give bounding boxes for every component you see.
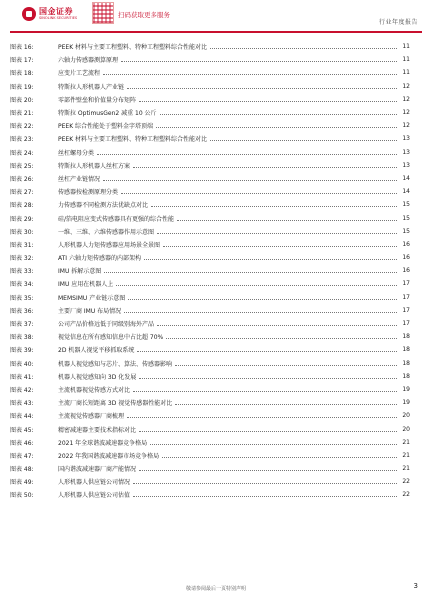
toc-entry-title: 2022 年我国谐波减速器市场竞争格局 [58,452,160,460]
toc-leader-dots [124,312,397,313]
toc-entry-page: 12 [402,109,410,117]
toc-entry-page: 18 [402,333,410,341]
qr-code-label: 扫码获取更多服务 [118,11,170,19]
toc-leader-dots [156,127,397,128]
toc-entry[interactable] [10,357,410,370]
toc-entry-page: 17 [402,320,410,328]
toc-entry-page: 11 [402,43,410,51]
toc-entry-label: 图表 37: [10,321,34,329]
toc-entry-page: 17 [402,280,410,288]
toc-entry[interactable] [10,409,410,422]
toc-leader-dots [139,470,397,471]
toc-entry-label: 图表 38: [10,334,34,342]
toc-entry-title: 零部件壁垒和价值量分布矩阵 [58,96,137,104]
toc-entry[interactable] [10,185,410,198]
toc-leader-dots [151,206,397,207]
toc-entry[interactable] [10,436,410,449]
toc-leader-dots [103,180,397,181]
toc-leader-dots [144,259,397,260]
toc-entry-label: 图表 35: [10,294,34,302]
toc-entry-label: 图表 39: [10,347,34,355]
toc-entry[interactable] [10,53,410,66]
toc-entry-label: 图表 17: [10,57,34,65]
toc-entry-page: 17 [402,293,410,301]
toc-leader-dots [166,338,397,339]
toc-entry-page: 14 [402,188,410,196]
toc-entry-label: 图表 27: [10,189,34,197]
toc-entry-title: IMU 应用在机器人上 [58,281,114,289]
toc-entry-label: 图表 30: [10,228,34,236]
toc-entry-page: 22 [402,491,410,499]
toc-entry-label: 图表 24: [10,149,34,157]
toc-entry-page: 21 [402,438,410,446]
toc-entry[interactable] [10,449,410,462]
toc-leader-dots [139,101,397,102]
toc-entry[interactable] [10,488,410,501]
toc-leader-dots [150,444,397,445]
toc-leader-dots [210,140,397,141]
toc-entry[interactable] [10,198,410,211]
toc-leader-dots [103,74,397,75]
header-divider [10,31,422,33]
toc-entry-title: 2021 年全球谐波减速器竞争格局 [58,439,148,447]
toc-entry-title: 应变片工艺流程 [58,70,101,78]
toc-leader-dots [133,167,397,168]
toc-entry[interactable] [10,159,410,172]
toc-leader-dots [139,431,397,432]
toc-entry-label: 图表 43: [10,400,34,408]
toc-entry-label: 图表 46: [10,439,34,447]
toc-entry[interactable] [10,172,410,185]
toc-leader-dots [133,391,397,392]
toc-entry-page: 19 [402,399,410,407]
toc-entry-title: IMU 拆解示意图 [58,268,102,276]
toc-entry-title: 主要厂商 IMU 布局情况 [58,307,122,315]
toc-entry[interactable] [10,291,410,304]
toc-entry-page: 18 [402,359,410,367]
toc-entry-page: 20 [402,425,410,433]
toc-entry[interactable] [10,264,410,277]
toc-entry-title: PEEK 材料与主要工程塑料、特种工程塑料综合性能对比 [58,136,208,144]
toc-leader-dots [133,483,397,484]
toc-leader-dots [127,417,397,418]
toc-entry[interactable] [10,475,410,488]
toc-leader-dots [104,272,397,273]
toc-entry[interactable] [10,93,410,106]
toc-entry[interactable] [10,330,410,343]
logo-name-cn: 国金证券 [39,6,73,16]
toc-entry-label: 图表 29: [10,215,34,223]
toc-entry-label: 图表 26: [10,175,34,183]
toc-entry[interactable] [10,225,410,238]
toc-entry-label: 图表 47: [10,452,34,460]
toc-entry[interactable] [10,304,410,317]
company-logo [22,7,77,21]
toc-entry-title: 传感器按检测原理分类 [58,189,119,197]
toc-entry-page: 12 [402,82,410,90]
toc-entry[interactable] [10,462,410,475]
toc-entry-title: 公司产品价格远低于同级别海外产品 [58,321,155,329]
toc-entry[interactable] [10,370,410,383]
toc-entry-title: 一维、三维、六维传感器作用示意图 [58,228,155,236]
toc-entry[interactable] [10,146,410,159]
toc-entry-label: 图表 28: [10,202,34,210]
report-type-label: 行业年度报告 [378,19,418,26]
toc-leader-dots [139,378,397,379]
toc-entry-page: 15 [402,227,410,235]
toc-leader-dots [137,351,397,352]
toc-entry-label: 图表 20: [10,96,34,104]
toc-entry-title: 精密减速器主要技术指标对比 [58,426,137,434]
toc-entry-title: 机器人视觉感知向 3D 化发展 [58,373,137,381]
toc-entry-title: 主流厂商长短距离 3D 视觉传感器性能对比 [58,400,173,408]
toc-entry-page: 17 [402,306,410,314]
toc-entry-title: 视觉信息在所有感知信息中占比超 70% [58,334,164,342]
toc-entry-label: 图表 40: [10,360,34,368]
toc-leader-dots [175,365,397,366]
toc-entry-label: 图表 45: [10,426,34,434]
toc-entry-page: 21 [402,465,410,473]
toc-entry-page: 16 [402,254,410,262]
qr-code-icon[interactable] [92,2,114,24]
toc-entry-label: 图表 34: [10,281,34,289]
toc-entry-label: 图表 50: [10,492,34,500]
toc-entry-label: 图表 44: [10,413,34,421]
toc-entry-page: 14 [402,174,410,182]
toc-entry-page: 12 [402,122,410,130]
toc-entry-title: 特斯拉人形机器人丝杠方案 [58,162,131,170]
toc-entry-page: 18 [402,372,410,380]
toc-entry[interactable] [10,422,410,435]
toc-entry[interactable] [10,80,410,93]
toc-leader-dots [127,88,397,89]
toc-entry-page: 11 [402,69,410,77]
toc-entry-label: 图表 49: [10,479,34,487]
toc-entry-title: 特斯拉 OptimusGen2 减重 10 公斤 [58,110,157,118]
toc-entry-label: 图表 18: [10,70,34,78]
toc-entry-label: 图表 42: [10,386,34,394]
toc-leader-dots [128,299,397,300]
toc-entry-page: 11 [402,56,410,64]
toc-entry-title: 硅/箔电阻应变式传感器具有更强的综合性能 [58,215,175,223]
toc-entry-page: 15 [402,214,410,222]
toc-entry[interactable] [10,277,410,290]
toc-entry-title: 六轴力传感器测算原理 [58,57,119,65]
toc-entry-page: 16 [402,267,410,275]
toc-entry-page: 21 [402,451,410,459]
toc-entry-page: 12 [402,95,410,103]
toc-entry-title: MEMSIMU 产业链示意图 [58,294,126,302]
toc-leader-dots [121,193,397,194]
toc-leader-dots [157,233,397,234]
toc-entry-page: 13 [402,148,410,156]
toc-entry-page: 16 [402,240,410,248]
page-number: 3 [413,582,418,590]
toc-leader-dots [177,220,397,221]
toc-entry[interactable] [10,66,410,79]
toc-entry-title: PEEK 材料与主要工程塑料、特种工程塑料综合性能对比 [58,44,208,52]
toc-entry-label: 图表 41: [10,373,34,381]
toc-leader-dots [97,154,397,155]
toc-entry-title: 特斯拉人形机器人产业链 [58,83,125,91]
toc-entry[interactable] [10,132,410,145]
toc-entry-title: PEEK 综合性能处于塑料金字塔顶端 [58,123,154,131]
toc-entry-title: 力传感器不同检测方法优缺点对比 [58,202,149,210]
toc-entry-title: 主流视觉传感器厂商梳理 [58,413,125,421]
toc-entry-page: 15 [402,201,410,209]
toc-entry[interactable] [10,343,410,356]
footer-disclaimer: 敬请参阅最后一页特别声明 [185,586,246,592]
toc-leader-dots [162,457,397,458]
toc-entry[interactable] [10,40,410,53]
toc-entry-page: 13 [402,135,410,143]
toc-entry-label: 图表 48: [10,466,34,474]
toc-leader-dots [116,285,397,286]
toc-entry-title: 机器人视觉感知与芯片、算法、传感器影响 [58,360,173,368]
toc-entry-title: 人形机器人力矩传感器应用场景全景图 [58,241,161,249]
toc-entry-title: 人形机器人供应链公司情况 [58,479,131,487]
toc-entry-title: 主流机器视觉传感方式对比 [58,386,131,394]
toc-entry-title: 丝杠螺母分类 [58,149,95,157]
toc-entry-label: 图表 32: [10,255,34,263]
toc-entry-page: 13 [402,161,410,169]
toc-entry-label: 图表 19: [10,83,34,91]
toc-entry[interactable] [10,383,410,396]
toc-entry-label: 图表 25: [10,162,34,170]
toc-entry-title: 2D 机器人视觉平移抓取系统 [58,347,135,355]
toc-leader-dots [160,114,397,115]
toc-entry-title: 丝杠产业链情况 [58,175,101,183]
toc-entry[interactable] [10,211,410,224]
toc-entry-page: 18 [402,346,410,354]
toc-leader-dots [121,61,397,62]
toc-leader-dots [157,325,397,326]
page-header [0,0,432,34]
toc-leader-dots [163,246,397,247]
toc-entry-title: 国内谐波减速器厂商产能情况 [58,466,137,474]
toc-entry-page: 19 [402,385,410,393]
toc-entry-label: 图表 36: [10,307,34,315]
toc-entry-title: ATI 六轴力矩传感器的内部架构 [58,255,141,263]
toc-entry[interactable] [10,317,410,330]
toc-entry[interactable] [10,238,410,251]
table-of-figures [10,40,410,502]
toc-entry[interactable] [10,106,410,119]
toc-entry-label: 图表 22: [10,123,34,131]
toc-entry[interactable] [10,396,410,409]
toc-leader-dots [133,496,397,497]
logo-name-en: SINOLINK SECURITIES [39,15,78,20]
logo-mark-icon [22,7,36,21]
toc-entry-title: 人形机器人供应链公司估值 [58,492,131,500]
toc-entry-label: 图表 31: [10,241,34,249]
toc-entry-label: 图表 23: [10,136,34,144]
toc-entry[interactable] [10,251,410,264]
toc-entry-label: 图表 16: [10,44,34,52]
toc-entry[interactable] [10,119,410,132]
toc-entry-label: 图表 21: [10,110,34,118]
toc-leader-dots [210,48,397,49]
toc-entry-label: 图表 33: [10,268,34,276]
toc-leader-dots [175,404,397,405]
toc-entry-page: 22 [402,478,410,486]
toc-entry-page: 20 [402,412,410,420]
